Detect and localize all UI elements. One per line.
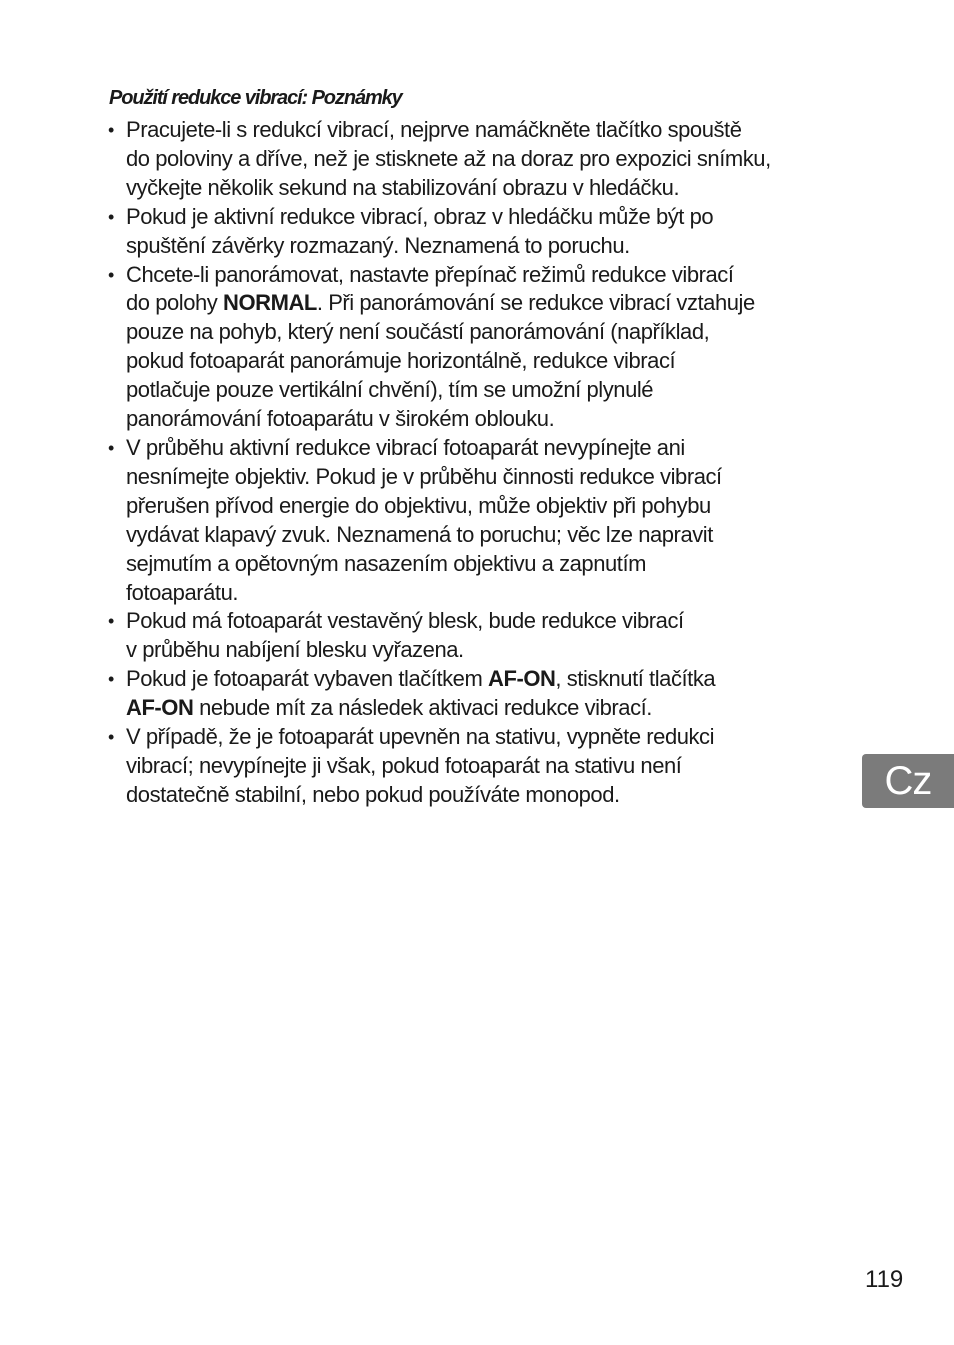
text-segment: dostatečně stabilní, nebo pokud používáte monopod. — [126, 781, 620, 807]
bullet-icon: • — [108, 727, 115, 748]
notes-list — [108, 116, 771, 810]
bullet-icon: • — [108, 264, 115, 285]
text-segment: potlačuje pouze vertikální chvění), tím se umožní plynulé — [126, 377, 654, 403]
text-segment: nesnímejte objektiv. Pokud je v průběhu činnosti redukce vibrací — [126, 463, 722, 489]
section-heading: Použití redukce vibrací: Poznámky — [109, 87, 402, 109]
text-segment: fotoaparátu. — [126, 579, 239, 605]
text-segment: Pokud má fotoaparát vestavěný blesk, bude redukce vibrací — [126, 608, 684, 634]
text-line — [126, 665, 771, 694]
bullet-icon: • — [108, 437, 115, 458]
text-segment: do polohy — [126, 290, 224, 316]
text-segment: Pracujete-li s redukcí vibrací, nejprve namáčkněte tlačítko spouště — [126, 117, 742, 142]
text-segment: V průběhu aktivní redukce vibrací fotoaparát nevypínejte ani — [126, 434, 685, 460]
text-segment: vyčkejte několik sekund na stabilizování obrazu v hledáčku. — [126, 174, 680, 200]
text-line — [126, 636, 771, 665]
text-segment: Chcete-li panorámovat, nastavte přepínač režimů redukce vibrací — [126, 261, 734, 287]
list-item — [108, 203, 771, 261]
text-line — [126, 174, 771, 203]
text-line — [126, 232, 771, 261]
text-segment: Pokud je aktivní redukce vibrací, obraz v hledáčku může být po — [126, 203, 714, 229]
text-segment: . Při panorámování se redukce vibrací vztahuje — [316, 290, 755, 316]
text-line — [126, 579, 771, 608]
bold-term: NORMAL — [223, 290, 317, 316]
text-line — [126, 550, 771, 579]
list-item — [108, 665, 771, 723]
text-segment: V případě, že je fotoaparát upevněn na stativu, vypněte redukci — [126, 724, 715, 750]
page-number: 119 — [865, 1266, 904, 1293]
text-line — [126, 434, 771, 463]
text-line — [126, 492, 771, 521]
text-line — [126, 145, 771, 174]
text-line — [126, 116, 771, 145]
text-line — [126, 521, 771, 550]
text-line — [126, 203, 771, 232]
text-line — [126, 694, 771, 723]
text-line — [126, 607, 771, 636]
text-line — [126, 723, 771, 752]
text-segment: vydávat klapavý zvuk. Neznamená to poruchu; věc lze napravit — [126, 521, 713, 547]
bullet-icon: • — [108, 120, 115, 140]
bold-term: AF-ON — [126, 695, 194, 721]
text-segment: spuštění závěrky rozmazaný. Neznamená to poruchu. — [126, 232, 630, 258]
text-segment: v průběhu nabíjení blesku vyřazena. — [126, 637, 464, 663]
text-line — [126, 318, 771, 347]
language-tab: Cz — [862, 754, 954, 808]
text-line — [126, 347, 771, 376]
text-line — [126, 289, 771, 318]
bullet-icon: • — [108, 611, 115, 632]
text-segment: vibrací; nevypínejte ji však, pokud fotoaparát na stativu není — [126, 752, 682, 778]
text-segment: přerušen přívod energie do objektivu, může objektiv při pohybu — [126, 492, 711, 518]
text-segment: Pokud je fotoaparát vybaven tlačítkem — [126, 666, 489, 692]
text-segment: pokud fotoaparát panorámuje horizontálně, redukce vibrací — [126, 348, 676, 374]
text-line — [126, 261, 771, 290]
text-line — [126, 752, 771, 781]
text-line — [126, 405, 771, 434]
text-segment: nebude mít za následek aktivaci redukce vibrací. — [193, 695, 652, 721]
text-line — [126, 463, 771, 492]
bullet-icon: • — [108, 669, 115, 690]
text-line — [126, 781, 771, 810]
text-segment: pouze na pohyb, který není součástí panorámování (například, — [126, 319, 710, 345]
bullet-icon: • — [108, 206, 115, 227]
list-item — [108, 261, 771, 434]
text-line — [126, 376, 771, 405]
list-item — [108, 116, 771, 203]
text-segment: panorámování fotoaparátu v širokém oblouku. — [126, 406, 555, 432]
list-item — [108, 607, 771, 665]
list-item — [108, 434, 771, 607]
text-segment: do poloviny a dříve, než je stisknete až na doraz pro expozici snímku, — [126, 145, 771, 171]
bold-term: AF-ON — [488, 666, 556, 692]
list-item — [108, 723, 771, 810]
text-segment: sejmutím a opětovným nasazením objektivu a zapnutím — [126, 550, 646, 576]
text-segment: , stisknutí tlačítka — [555, 666, 716, 692]
